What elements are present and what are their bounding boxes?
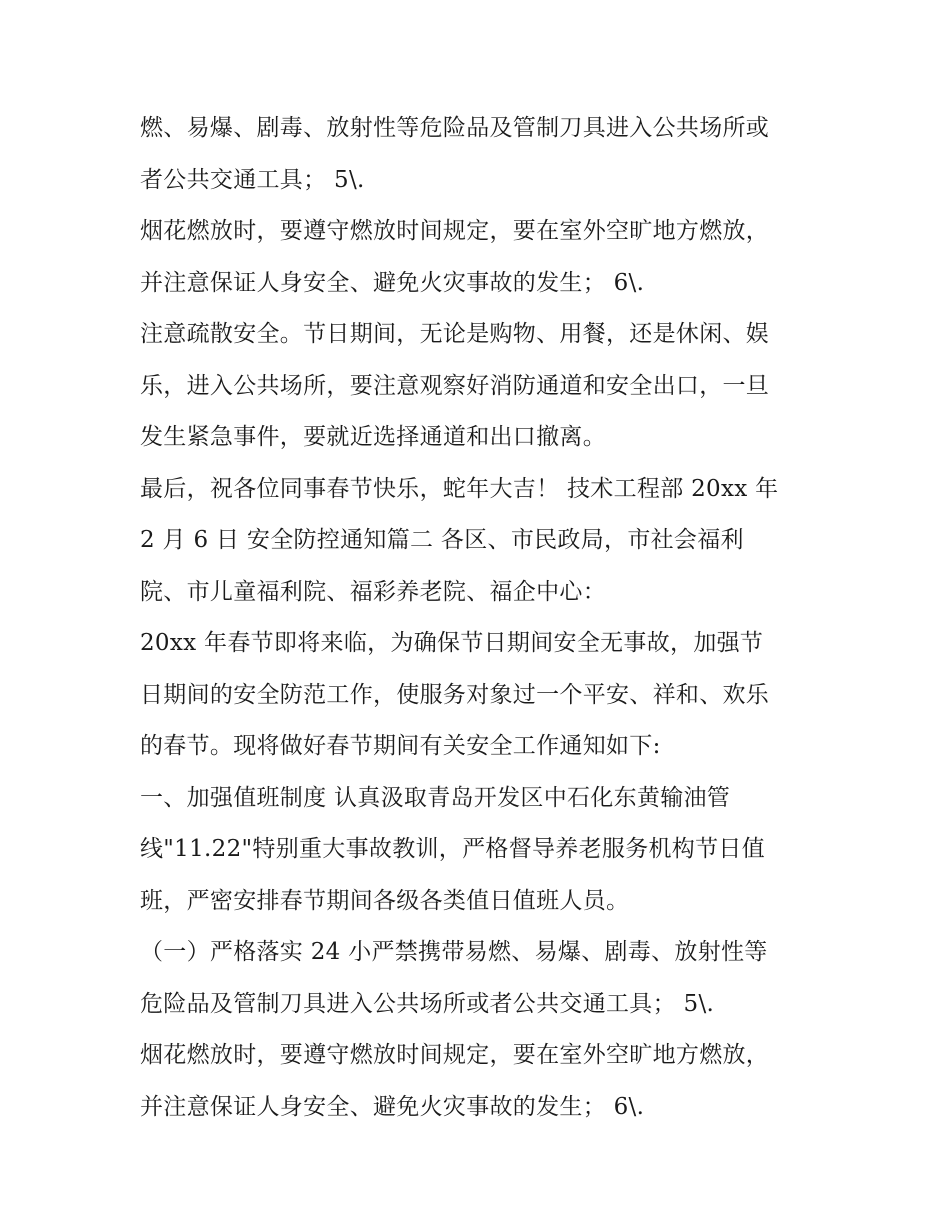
text-line: 燃、易爆、剧毒、放射性等危险品及管制刀具进入公共场所或: [140, 115, 770, 141]
text-line: 班，严密安排春节期间各级各类值日值班人员。: [140, 887, 630, 914]
text-line: 2 月 6 日 安全防控通知篇二 各区、市民政局，市社会福利: [140, 527, 744, 553]
text-line: 最后，祝各位同事春节快乐，蛇年大吉！ 技术工程部 20xx 年: [140, 475, 779, 502]
document-body: [140, 103, 820, 1133]
text-line: 日期间的安全防范工作，使服务对象过一个平安、祥和、欢乐: [140, 681, 770, 708]
text-line: 者公共交通工具； 5\.: [140, 166, 365, 193]
text-line: 危险品及管制刀具进入公共场所或者公共交通工具； 5\.: [140, 990, 715, 1017]
text-line: （一）严格落实 24 小严禁携带易燃、易爆、剧毒、放射性等: [140, 939, 768, 965]
text-line: 烟花燃放时，要遵守燃放时间规定，要在室外空旷地方燃放，: [140, 1042, 770, 1068]
text-line: 注意疏散安全。节日期间，无论是购物、用餐，还是休闲、娱: [140, 321, 770, 347]
text-line: 乐，进入公共场所，要注意观察好消防通道和安全出口，一旦: [140, 372, 770, 399]
text-line: 并注意保证人身安全、避免火灾事故的发生； 6\.: [140, 269, 645, 296]
text-line: 并注意保证人身安全、避免火灾事故的发生； 6\.: [140, 1093, 645, 1120]
text-line: 20xx 年春节即将来临，为确保节日期间安全无事故，加强节: [140, 630, 764, 656]
text-line: 院、市儿童福利院、福彩养老院、福企中心：: [140, 578, 606, 605]
text-line: 发生紧急事件，要就近选择通道和出口撤离。: [140, 424, 606, 450]
text-line: 一、加强值班制度 认真汲取青岛开发区中石化东黄输油管: [140, 784, 731, 811]
text-line: 烟花燃放时，要遵守燃放时间规定，要在室外空旷地方燃放，: [140, 218, 770, 244]
text-line: 的春节。现将做好春节期间有关安全工作通知如下:: [140, 733, 661, 759]
text-line: 线"11.22"特别重大事故教训，严格督导养老服务机构节日值: [140, 836, 766, 862]
